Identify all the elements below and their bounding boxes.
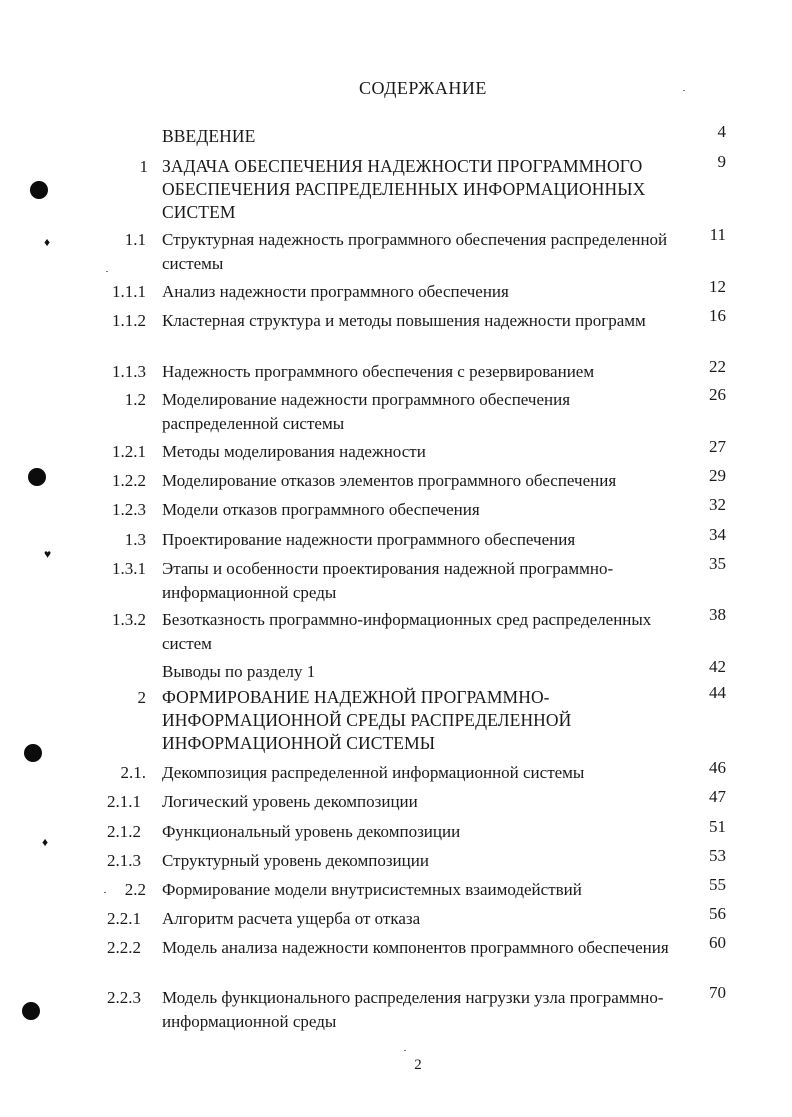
toc-entry-page: 29: [709, 466, 726, 485]
toc-entry-number: 2.2.1: [107, 909, 141, 928]
toc-entry-page: 55: [709, 875, 726, 894]
scan-mark: [683, 90, 685, 91]
toc-entry-page: 44: [709, 683, 726, 702]
toc-entry-title: Функциональный уровень декомпозиции: [162, 822, 461, 841]
toc-entry-title: Надежность программного обеспечения с резервированием: [162, 362, 595, 381]
toc-entry-page: 51: [709, 817, 726, 836]
toc-entry-number: 1.1.3: [112, 362, 146, 381]
toc-entry-page: 4: [717, 122, 726, 141]
toc-entry-number: 1.2: [124, 390, 146, 409]
toc-entry-title: Моделирование отказов элементов программного обеспечения: [162, 471, 617, 490]
toc-entry-number: 2: [137, 688, 146, 707]
toc-entry-title: Структурный уровень декомпозиции: [162, 851, 429, 870]
toc-entry-number: 2.2.3: [107, 988, 141, 1007]
toc-entry-title: Декомпозиция распределенной информационной системы: [162, 763, 585, 782]
toc-entry-page: 60: [709, 933, 726, 952]
scan-speck: ♦: [42, 835, 49, 849]
toc-entry-number: 1.2.2: [112, 471, 146, 490]
scan-speck: ♦: [44, 235, 51, 249]
binder-hole: [22, 1002, 40, 1020]
page-number: 2: [414, 1057, 422, 1073]
toc-title: СОДЕРЖАНИЕ: [359, 78, 487, 98]
toc-entry-title: Формирование модели внутрисистемных взаимодействий: [162, 880, 582, 899]
binder-hole: [30, 181, 48, 199]
toc-entry-page: 11: [709, 225, 726, 244]
toc-entry-title: ВВЕДЕНИЕ: [162, 126, 256, 146]
toc-entry-title: Структурная надежность программного обеспечения распределенной системы: [162, 230, 668, 273]
toc-entry-page: 46: [709, 758, 726, 777]
toc-entry-page: 42: [709, 657, 726, 676]
toc-entry-number: 1.1.2: [112, 311, 146, 330]
toc-entry-page: 16: [709, 306, 726, 325]
toc-entry-number: 1.3.2: [112, 610, 146, 629]
toc-entry-page: 12: [709, 277, 726, 296]
toc-entry-title: Модели отказов программного обеспечения: [162, 500, 480, 519]
toc-entry-title: Выводы по разделу 1: [162, 662, 316, 681]
toc-entry-title: Модель анализа надежности компонентов программного обеспечения: [162, 938, 669, 957]
toc-entry-number: 2.1.3: [107, 851, 141, 870]
toc-entry-number: 1.3.1: [112, 559, 146, 578]
toc-entry-number: 1.2.1: [112, 442, 146, 461]
toc-entry-number: 2.1.1: [107, 792, 141, 811]
toc-entry-page: 26: [709, 385, 726, 404]
toc-entry-number: 2.2.2: [107, 938, 141, 957]
toc-entry-page: 32: [709, 495, 726, 514]
toc-entry-title: Модель функционального распределения нагрузки узла программно-информационной среды: [162, 988, 664, 1031]
toc-entry-number: 2.2: [124, 880, 146, 899]
toc-entry-page: 22: [709, 357, 726, 376]
toc-entry-title: ЗАДАЧА ОБЕСПЕЧЕНИЯ НАДЕЖНОСТИ ПРОГРАММНОГО ОБЕСПЕЧЕНИЯ РАСПРЕДЕЛЕННЫХ ИНФОРМАЦИОННЫХ СИСТЕМ: [162, 156, 646, 222]
toc-entry-title: ФОРМИРОВАНИЕ НАДЕЖНОЙ ПРОГРАММНО-ИНФОРМАЦИОННОЙ СРЕДЫ РАСПРЕДЕЛЕННОЙ ИНФОРМАЦИОННОЙ СИСТЕМЫ: [162, 687, 572, 753]
toc-entry-title: Кластерная структура и методы повышения надежности программ: [162, 311, 646, 330]
toc-entry-title: Логический уровень декомпозиции: [162, 792, 418, 811]
binder-hole: [24, 744, 42, 762]
toc-entry-title: Анализ надежности программного обеспечения: [162, 282, 509, 301]
scan-mark: [404, 1050, 406, 1051]
toc-entry-page: 34: [709, 525, 726, 544]
toc-entry-page: 27: [709, 437, 726, 456]
toc-entry-title: Проектирование надежности программного обеспечения: [162, 530, 576, 549]
toc-entry-page: 47: [709, 787, 726, 806]
toc-entry-title: Алгоритм расчета ущерба от отказа: [162, 909, 421, 928]
toc-entry-number: 2.1.2: [107, 822, 141, 841]
scan-speck: ♥: [44, 547, 52, 561]
toc-entry-title: Этапы и особенности проектирования надежной программно-информационной среды: [162, 559, 614, 602]
toc-entry-title: Безотказность программно-информационных сред распределенных систем: [162, 610, 652, 653]
toc-entry-page: 56: [709, 904, 726, 923]
toc-entry-page: 9: [717, 152, 726, 171]
binder-hole: [28, 468, 46, 486]
toc-entry-page: 70: [709, 983, 726, 1002]
toc-entry-page: 53: [709, 846, 726, 865]
toc-entry-number: 1.3: [124, 530, 146, 549]
toc-entry-number: 1.1: [124, 230, 146, 249]
toc-entry-page: 38: [709, 605, 726, 624]
toc-entry-title: Методы моделирования надежности: [162, 442, 426, 461]
toc-entry-number: 1.2.3: [112, 500, 146, 519]
toc-entry-number: 1: [139, 157, 148, 176]
scan-mark: [104, 892, 106, 893]
toc-entry-number: 2.1.: [120, 763, 146, 782]
toc-entry-page: 35: [709, 554, 726, 573]
scan-mark: [106, 271, 108, 272]
toc-entry-title: Моделирование надежности программного обеспечения распределенной системы: [162, 390, 571, 433]
toc-entry-number: 1.1.1: [112, 282, 146, 301]
